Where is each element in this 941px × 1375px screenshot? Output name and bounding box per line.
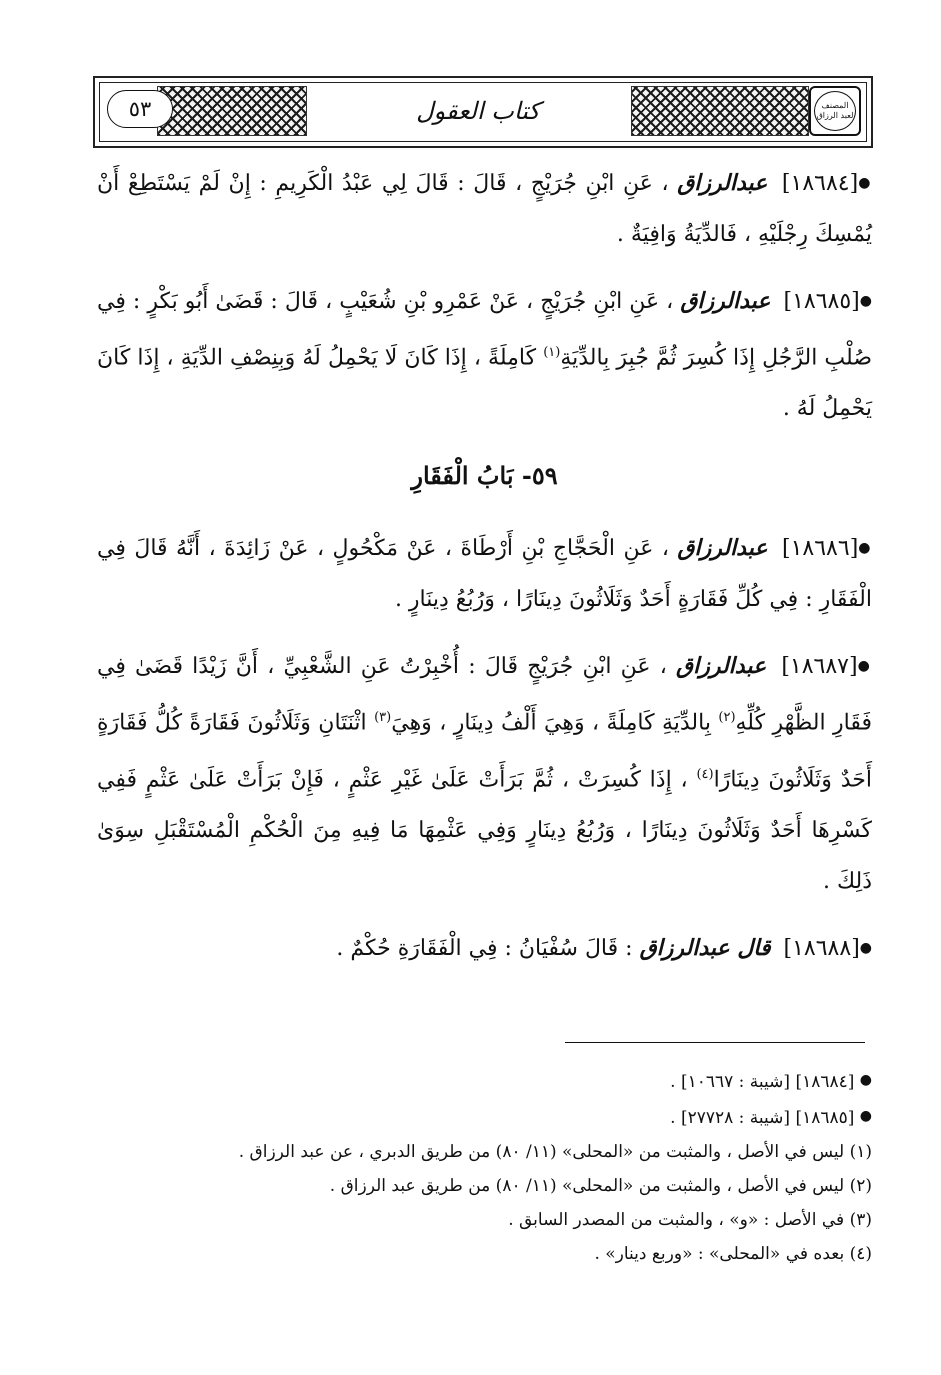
hadith-text: ، عَنِ ابْنِ جُرَيْجٍ ، قَالَ : قَالَ لِي عَبْدُ الْكَرِيمِ : إِنْ لَمْ يَسْتَطِعْ أَنْ يُمْسِكَ رِجْلَيْهِ ، فَالدِّيَةُ وَافِيَةٌ . — [97, 171, 872, 247]
footnote-text: [١٨٦٨٤] [شيبة : ١٠٦٦٧] . — [670, 1072, 855, 1092]
hadith-number: [١٨٦٨٨] — [783, 935, 860, 961]
hadith-author: قال عبدالرزاق — [639, 934, 771, 961]
bullet-icon: ● — [858, 175, 873, 191]
hadith-number: [١٨٦٨٧] — [781, 654, 858, 680]
hadith-number: [١٨٦٨٤] — [781, 171, 859, 196]
footnote-2: (٢) ليس في الأصل ، والمثبت من «المحلى» (١١/ ٨٠) من طريق عبد الرزاق . — [329, 1176, 872, 1196]
ornament-band-right — [631, 86, 809, 136]
seal-text: المصنف لعبد الرزاق — [814, 91, 856, 131]
book-seal — [809, 86, 861, 136]
hadith-18685 — [97, 276, 872, 434]
footnote-text: [١٨٦٨٥] [شيبة : ٢٧٧٢٨] . — [670, 1108, 855, 1128]
hadith-18688 — [97, 923, 872, 974]
hadith-text: ، عَنِ ابْنِ جُرَيْجٍ ، عَنْ عَمْرِو بْنِ شُعَيْبٍ ، قَالَ : قَضَىٰ أَبُو بَكْرٍ : فِي صُلْبِ الرَّجُلِ إِذَا كُسِرَ ثُمَّ جُبِرَ بِالدِّيَةِ — [97, 289, 873, 371]
footnotes — [97, 1064, 872, 1272]
book-title: كتاب العقول — [331, 88, 625, 134]
footnote-source-18685 — [97, 1100, 872, 1134]
main-text — [97, 158, 872, 990]
hadith-18687 — [97, 641, 872, 907]
hadith-author: عبدالرزاق — [677, 170, 768, 196]
footnote-marker-2: (٢) — [718, 710, 736, 726]
hadith-18684 — [97, 158, 872, 260]
footnote-divider — [565, 1042, 865, 1043]
bullet-icon: ● — [857, 658, 873, 675]
bullet-icon: ● — [859, 939, 872, 956]
hadith-text: : قَالَ سُفْيَانُ : فِي الْفَقَارَةِ حُكْمٌ . — [336, 935, 633, 961]
bullet-icon: ● — [859, 1108, 872, 1124]
footnote-marker-3: (٣) — [374, 710, 392, 726]
bullet-icon: ● — [859, 1072, 872, 1088]
hadith-text: ، عَنِ ابْنِ جُرَيْجٍ قَالَ : أُخْبِرْتُ عَنِ الشَّعْبِيِّ ، أَنَّ زَيْدًا قَضَىٰ فِي فَقَارِ الظَّهْرِ كُلِّهِ — [97, 654, 873, 736]
hadith-number: [١٨٦٨٦] — [782, 536, 859, 562]
hadith-text-continued: كَامِلَةً ، إِذَا كَانَ لَا يَحْمِلُ لَهُ وَبِنِصْفِ الدِّيَةِ ، إِذَا كَانَ يَحْمِلُ لَهُ . — [97, 345, 872, 422]
footnote-1: (١) ليس في الأصل ، والمثبت من «المحلى» (١١/ ٨٠) من طريق الدبري ، عن عبد الرزاق . — [238, 1142, 872, 1162]
bullet-icon: ● — [859, 293, 873, 309]
bullet-icon: ● — [858, 540, 872, 557]
hadith-author: عبدالرزاق — [676, 653, 767, 680]
footnote-3: (٣) في الأصل : «و» ، والمثبت من المصدر السابق . — [508, 1210, 872, 1230]
page-header — [93, 76, 873, 148]
hadith-text: بِالدِّيَةِ كَامِلَةً ، وَهِيَ أَلْفُ دِينَارٍ ، وَهِيَ — [391, 710, 711, 736]
footnote-marker-1: (١) — [543, 345, 561, 360]
hadith-text: ، إِذَا كُسِرَتْ ، ثُمَّ بَرَأَتْ عَلَىٰ غَيْرِ عَثْمٍ ، فَإِنْ بَرَأَتْ عَلَىٰ عَثْمٍ فَفِي كَسْرِهَا أَحَدٌ وَثَلَاثُونَ دِينَارًا ، وَرُبُعُ دِينَارٍ وَفِي عَثْمِهَا مَا فِيهِ مِنَ الْحُكْمِ الْمُسْتَقْبَلِ سِوَىٰ ذَلِكَ . — [97, 766, 872, 894]
footnote-4: (٤) بعده في «المحلى» : «وربع دينار» . — [594, 1244, 872, 1264]
hadith-author: عبدالرزاق — [677, 535, 768, 562]
page-number: ٥٣ — [107, 90, 173, 128]
hadith-author: عبدالرزاق — [680, 288, 771, 314]
hadith-18686 — [97, 523, 872, 625]
hadith-text: ، عَنِ الْحَجَّاجِ بْنِ أَرْطَاةَ ، عَنْ مَكْحُولٍ ، عَنْ زَائِدَةَ ، أَنَّهُ قَالَ فِي الْفَقَارِ : فِي كُلِّ فَقَارَةٍ أَحَدٌ وَثَلَاثُونَ دِينَارًا ، وَرُبُعُ دِينَارٍ . — [97, 536, 872, 613]
footnote-source-18684 — [97, 1064, 872, 1098]
ornament-band-left — [157, 86, 307, 136]
chapter-title: ٥٩- بَابُ الْفَقَارِ — [411, 461, 558, 491]
hadith-text: اثْنَتَانِ وَثَلَاثُونَ فَقَارَةً كُلُّ فَقَارَةٍ أَحَدٌ وَثَلَاثُونَ دِينَارًا — [97, 710, 873, 792]
hadith-number: [١٨٦٨٥] — [783, 289, 860, 314]
footnote-marker-4: (٤) — [696, 766, 714, 782]
